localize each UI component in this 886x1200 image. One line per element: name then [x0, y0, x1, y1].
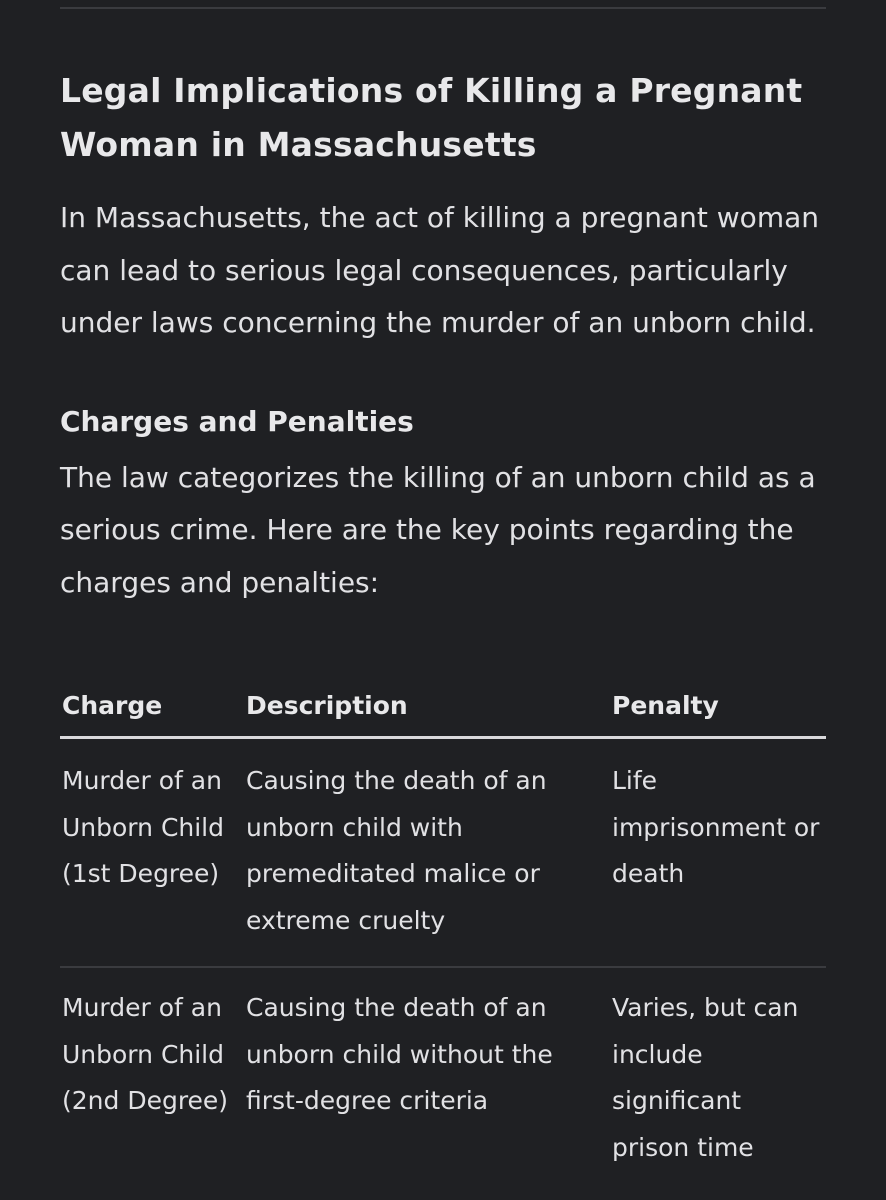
- article-body: [60, 64, 830, 609]
- section-heading: Charges and Penalties: [60, 404, 414, 438]
- article-title: Legal Implications of Killing a Pregnant Woman in Massachusetts: [60, 71, 803, 164]
- cell-description: Causing the death of an unborn child without the first-degree criteria: [246, 993, 553, 1115]
- table-header-row: [60, 674, 826, 738]
- cell-penalty: Varies, but can include significant prison time: [612, 993, 799, 1162]
- header-penalty: Penalty: [610, 674, 826, 738]
- intro-paragraph: In Massachusetts, the act of killing a pregnant woman can lead to serious legal consequences, particularly under laws concerning the murder of an unborn child.: [60, 201, 819, 339]
- cell-description: Causing the death of an unborn child with premeditated malice or extreme cruelty: [244, 738, 610, 968]
- cell-charge: Murder of an Unborn Child (1st Degree): [60, 738, 244, 968]
- table-row: [60, 967, 826, 1171]
- header-charge: Charge: [60, 674, 244, 738]
- section-lead-paragraph: The law categorizes the killing of an unborn child as a serious crime. Here are the key points regarding the charges and penalties:: [60, 460, 816, 599]
- table-row: [60, 738, 826, 968]
- cell-charge: Murder of an Unborn Child (2nd Degree): [62, 993, 229, 1115]
- header-description: Description: [244, 674, 610, 738]
- charges-table: [60, 674, 826, 1171]
- cell-penalty: Life imprisonment or death: [610, 738, 826, 968]
- top-divider: [60, 7, 826, 9]
